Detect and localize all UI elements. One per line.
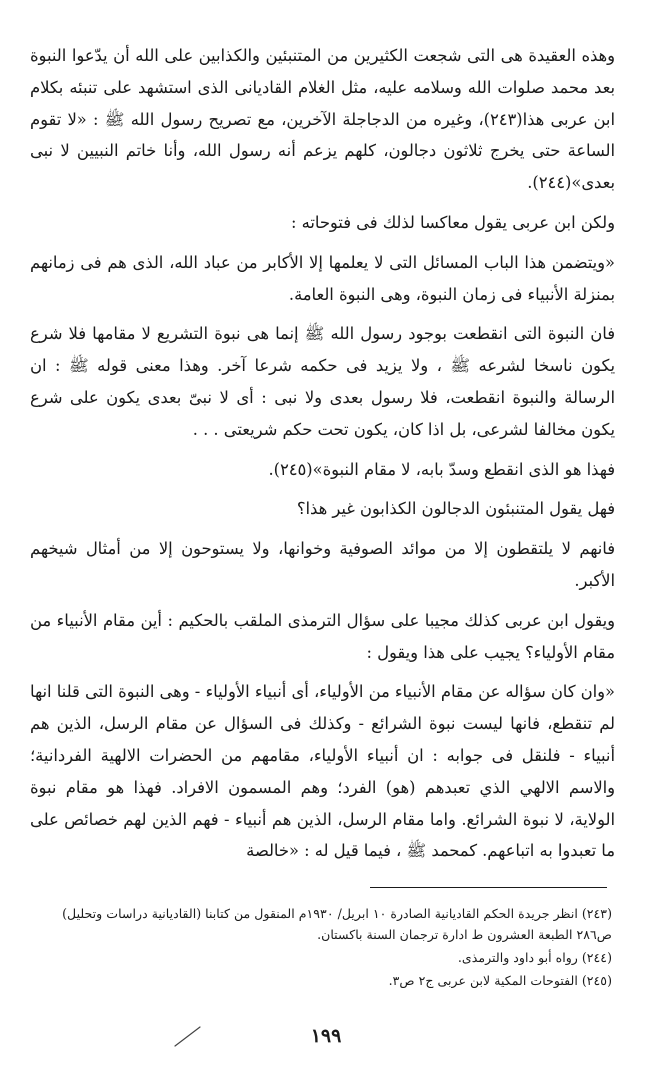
paragraph-7: فانهم لا يلتقطون إلا من موائد الصوفية وخوانها، ولا يستوحون إلا من أمثال شيخهم الأكبر. xyxy=(30,539,615,590)
paragraph-8: ويقول ابن عربى كذلك مجيبا على سؤال الترمذى الملقب بالحكيم : أين مقام الأنبياء من مقام الأولياء؟ يجيب على هذا ويقول : xyxy=(30,610,615,662)
footnote-divider xyxy=(370,887,607,888)
main-text xyxy=(30,40,615,875)
paragraph-3-quote: «ويتضمن هذا الباب المسائل التى لا يعلمها إلا الأكابر من عباد الله، الذى هم فى زمانهم بمنزلة الأنبياء فى زمان النبوة، وهى النبوة العامة. xyxy=(30,252,615,304)
footnotes xyxy=(36,903,612,993)
paragraph-9-quote: «وان كان سؤاله عن مقام الأنبياء من الأولياء، أى أنبياء الأولياء - وهى النبوة التى قلنا انها لم تنقطع، فانها ليست نبوة الشرائع - وكذلك فى السؤال عن مقام الرسل، الذين هم أنبياء - فلنقل فى جوابه : ان أنبياء الأولياء، مقامهم من الحضرات الالهية الفردانية؛ والاسم الالهي الذي تعبدهم (هو) الفرد؛ وهم المسمون الافراد. فهذا هو مقام نبوة الولاية، لا نبوة الشرائع. واما مقام الرسل، الذين هم أنبياء - فهم الذين لهم خصائص على ما تعبدوا به اتباعهم. كمحمد ﷺ ، فيما قيل له : «خالصة xyxy=(30,682,615,861)
pen-stroke-mark xyxy=(173,1024,203,1048)
paragraph-6: فهل يقول المتنبئون الدجالون الكذابون غير هذا؟ xyxy=(296,499,615,519)
footnote-244: (٢٤٤) رواه أبو داود والترمذى. xyxy=(457,950,612,965)
paragraph-4-quote: فان النبوة التى انقطعت بوجود رسول الله ﷺ إنما هى نبوة التشريع لا مقامها فلا شرع يكون ناسخا لشرعه ﷺ ، ولا يزيد فى حكمه شرعا آخر. وهذا معنى قوله ﷺ : ان الرسالة والنبوة انقطعت، فلا رسول بعدى ولا نبى : أى لا نبىّ بعدى يكون على شرع يكون مخالفا لشرعى، بل اذا كان، يكون تحت حكم شريعتى . . . xyxy=(30,324,615,439)
paragraph-1: وهذه العقيدة هى التى شجعت الكثيرين من المتنبئين والكذابين على الله أن يدّعوا النبوة بعد محمد صلوات الله وسلامه عليه، مثل الغلام القاديانى الذى استشهد على تنبئه بكلام ابن عربى هذا(٢٤٣)، وغيره من الدجاجلة الآخرين، مع تصريح رسول الله ﷺ : «لا تقوم الساعة حتى يخرج ثلاثون دجالون، كلهم يزعم أنه رسول الله، وأنا خاتم النبيين لا نبى بعدى»(٢٤٤). xyxy=(30,46,615,193)
paragraph-2: ولكن ابن عربى يقول معاكسا لذلك فى فتوحاته : xyxy=(290,212,615,232)
footnote-243: (٢٤٣) انظر جريدة الحكم القاديانية الصادرة ١٠ ابريل/ ١٩٣٠م المنقول من كتابنا (القاديانية دراسات وتحليل) ص٢٨٦ الطبعة العشرون ط ادارة ترجمان السنة باكستان. xyxy=(62,906,612,942)
footnote-245: (٢٤٥) الفتوحات المكية لابن عربى ج٢ ص٣. xyxy=(388,973,612,988)
paragraph-5-quote: فهذا هو الذى انقطع وسدّ بابه، لا مقام النبوة»(٢٤٥). xyxy=(268,459,615,479)
page-number: ١٩٩ xyxy=(310,1025,342,1047)
